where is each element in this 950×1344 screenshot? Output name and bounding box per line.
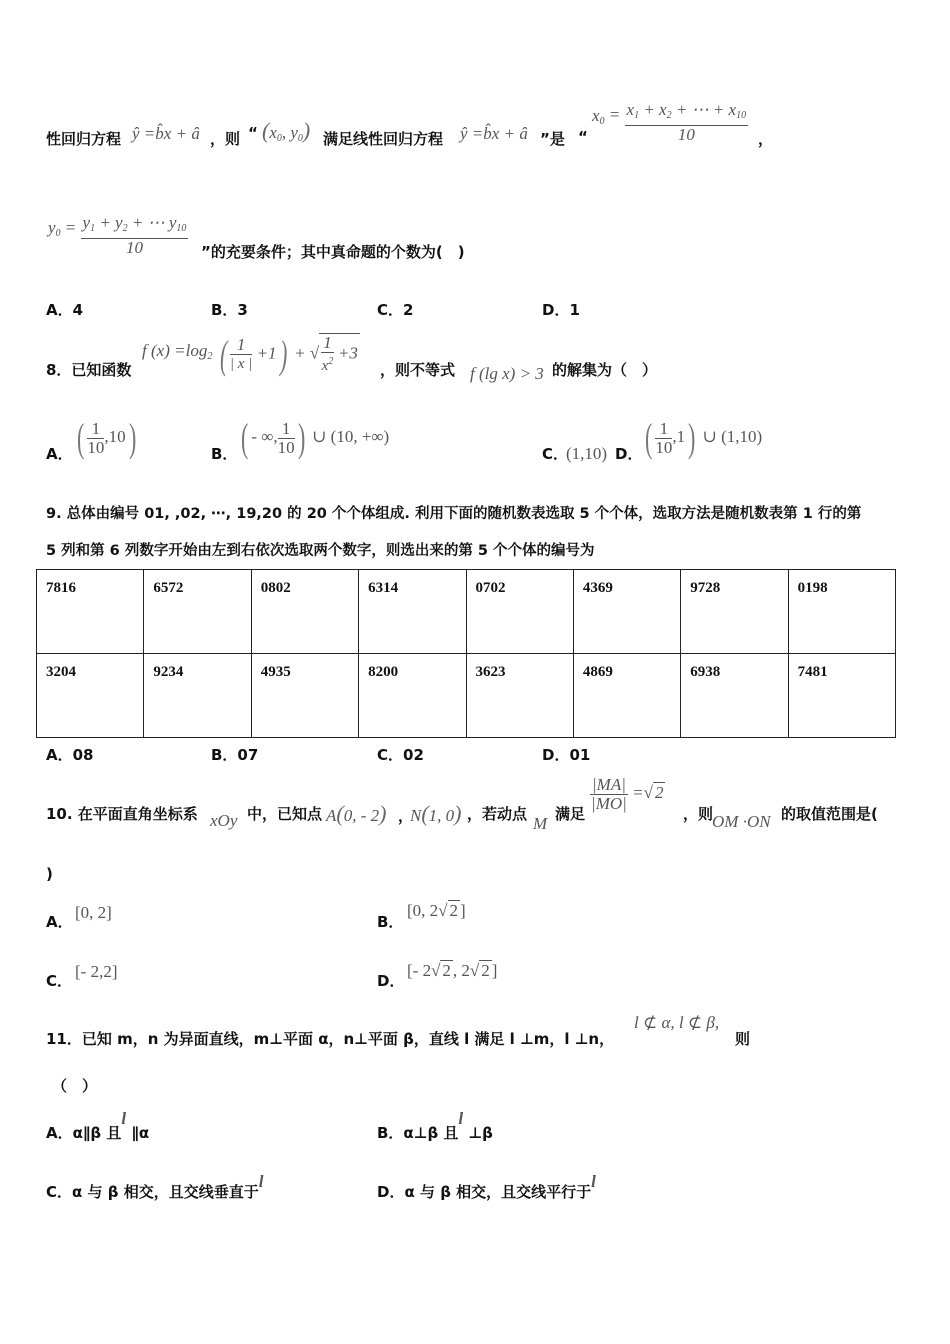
q10-after-n: ，若动点 <box>467 805 528 823</box>
q7-text-1: 性回归方程 <box>46 130 122 148</box>
point-n: N(1, 0) <box>410 801 462 826</box>
ratio-condition: $\frac{|MA|}{|MO|}$ =√ 2 <box>591 775 664 813</box>
q8-function-formula: f $(x) =\log_2$ ( $\frac{1}{| x |}$ +1) + √ $\frac{1}{x^2}$ +3 <box>142 331 358 377</box>
regression-equation-2: ŷ =b̂x + â <box>460 124 528 143</box>
q7-option-d[interactable]: D．1 <box>542 301 580 319</box>
q11-stem: 11．已知 m，n 为异面直线，m⊥平面 α，n⊥平面 β，直线 l 满足 l ⊥m，l ⊥n， <box>46 1030 615 1048</box>
q7-comma: ， <box>758 130 774 148</box>
q10-option-c[interactable]: C． <box>46 972 73 990</box>
regression-equation: ŷ =b̂x + â <box>132 124 200 143</box>
q7-option-c[interactable]: C．2 <box>377 301 414 319</box>
q8-prefix: 8．已知函数 <box>46 361 132 379</box>
xoy-symbol: xOy <box>210 811 238 830</box>
q11-option-a-part2: ∥α <box>131 1124 150 1142</box>
table-cell: 8200 <box>359 654 466 738</box>
q10-zhong: 中，已知点 <box>247 805 323 823</box>
q9-line-1: 9. 总体由编号 01, ,02, ⋯, 19,20 的 20 个个体组成. 利用下面的随机数表选取 5 个个体，选取方法是随机数表第 1 行的第 <box>46 506 862 522</box>
q8-option-c[interactable]: C． <box>542 445 569 463</box>
q11-option-d[interactable]: D．α 与 β 相交，且交线平行于l <box>377 1172 596 1201</box>
q10-option-a[interactable]: A． <box>46 913 73 931</box>
q11-ze: 则 <box>735 1030 751 1048</box>
table-cell: 9728 <box>681 570 788 654</box>
q10-option-d[interactable]: D． <box>377 972 405 990</box>
q8-option-c-interval: (1,10) <box>566 444 608 463</box>
q9-option-b[interactable]: B．07 <box>211 746 259 764</box>
l-not-in-planes: l ⊄ α, l ⊄ β, <box>634 1013 720 1032</box>
q7-option-b[interactable]: B．3 <box>211 301 248 319</box>
table-cell: 7816 <box>37 570 144 654</box>
table-cell: 0702 <box>466 570 573 654</box>
q10-prefix: 10. 在平面直角坐标系 <box>46 805 198 823</box>
open-quote: “ <box>248 124 258 142</box>
q8-middle: ，则不等式 <box>380 361 456 379</box>
q8-option-d[interactable]: D． <box>615 445 643 463</box>
q11-option-a[interactable]: A．α∥β 且l ∥α <box>46 1109 150 1142</box>
q10-range-text: 的取值范围是( <box>781 805 878 823</box>
q8-option-d-interval: ( $\frac{1}{10}$ ,1) ∪ (1,10) <box>644 415 763 460</box>
q8-suffix: 的解集为（ ） <box>552 361 658 379</box>
table-cell: 3623 <box>466 654 573 738</box>
q7-text-3: 满足线性回归方程 <box>323 130 444 148</box>
q8-option-a[interactable]: A． <box>46 445 73 463</box>
q10-comma: ， <box>398 807 414 825</box>
q7-option-a[interactable]: A．4 <box>46 301 84 319</box>
q11-option-c-text: C．α 与 β 相交，且交线垂直于 <box>46 1183 259 1201</box>
table-cell: 6314 <box>359 570 466 654</box>
q9-option-c[interactable]: C．02 <box>377 746 424 764</box>
q10-close-paren: ) <box>46 865 53 883</box>
q8-option-b[interactable]: B． <box>211 445 238 463</box>
q7-text-5: ”的充要条件；其中真命题的个数为( ) <box>201 243 465 261</box>
q11-paren: （ ） <box>52 1077 98 1095</box>
table-cell: 3204 <box>37 654 144 738</box>
table-cell: 6938 <box>681 654 788 738</box>
q9-option-d[interactable]: D．01 <box>542 746 591 764</box>
q11-option-b-part1: B．α⊥β 且 <box>377 1124 459 1142</box>
q10-ze: ，则 <box>683 805 714 823</box>
table-cell: 4869 <box>573 654 680 738</box>
table-cell: 4935 <box>251 654 358 738</box>
q10-option-a-interval: [0, 2] <box>75 903 112 922</box>
q10-satisfy: 满足 <box>555 805 586 823</box>
q10-option-d-interval: [- 2√ 2 , 2√ 2 ] <box>407 961 498 980</box>
q11-option-b[interactable]: B．α⊥β 且l ⊥β <box>377 1109 493 1142</box>
dot-product-om-on: OM ·ON <box>712 812 771 831</box>
table-cell: 6572 <box>144 570 251 654</box>
q11-option-c[interactable]: C．α 与 β 相交，且交线垂直于l <box>46 1172 264 1201</box>
table-cell: 9234 <box>144 654 251 738</box>
q8-inequality: f (lg x) > 3 <box>470 364 544 383</box>
q10-option-c-interval: [- 2,2] <box>75 962 118 981</box>
table-cell: 0802 <box>251 570 358 654</box>
open-quote-2: “ <box>578 128 588 146</box>
q11-option-a-part1: A．α∥β 且 <box>46 1124 122 1142</box>
q9-line-2: 5 列和第 6 列数字开始由左到右依次选取两个数字，则选出来的第 5 个个体的编号为 <box>46 543 595 559</box>
table-row <box>37 570 896 654</box>
table-row <box>37 654 896 738</box>
q10-option-b[interactable]: B． <box>377 913 404 931</box>
q8-option-a-interval: ( $\frac{1}{10}$ ,10) <box>76 415 136 460</box>
q11-option-b-part2: ⊥β <box>468 1124 493 1142</box>
table-cell: 7481 <box>788 654 895 738</box>
point-m: M <box>533 814 548 833</box>
point-a: A(0, - 2) <box>326 801 387 826</box>
point-x0-y0: ($x_0$, $y_0$) <box>262 118 311 144</box>
q7-text-4: ”是 <box>540 130 565 148</box>
y0-mean-formula: $y_0$ = $\frac{y_1 + y_2 + \cdots y_{10}}{10}$ <box>48 213 187 257</box>
q8-option-b-interval: ( - ∞, $\frac{1}{10}$ ) ∪ (10, +∞) <box>240 415 390 460</box>
table-cell: 0198 <box>788 570 895 654</box>
q11-option-d-text: D．α 与 β 相交，且交线平行于 <box>377 1183 592 1201</box>
q7-text-2: ，则 <box>210 130 241 148</box>
table-cell: 4369 <box>573 570 680 654</box>
random-number-table <box>36 569 896 738</box>
q9-option-a[interactable]: A．08 <box>46 746 94 764</box>
x0-mean-formula: $x_0$ = $\frac{x_1 + x_2 + \cdots + x_{10}}{10}$ <box>592 100 747 144</box>
q10-option-b-interval: [0, 2√ 2 ] <box>407 901 466 920</box>
